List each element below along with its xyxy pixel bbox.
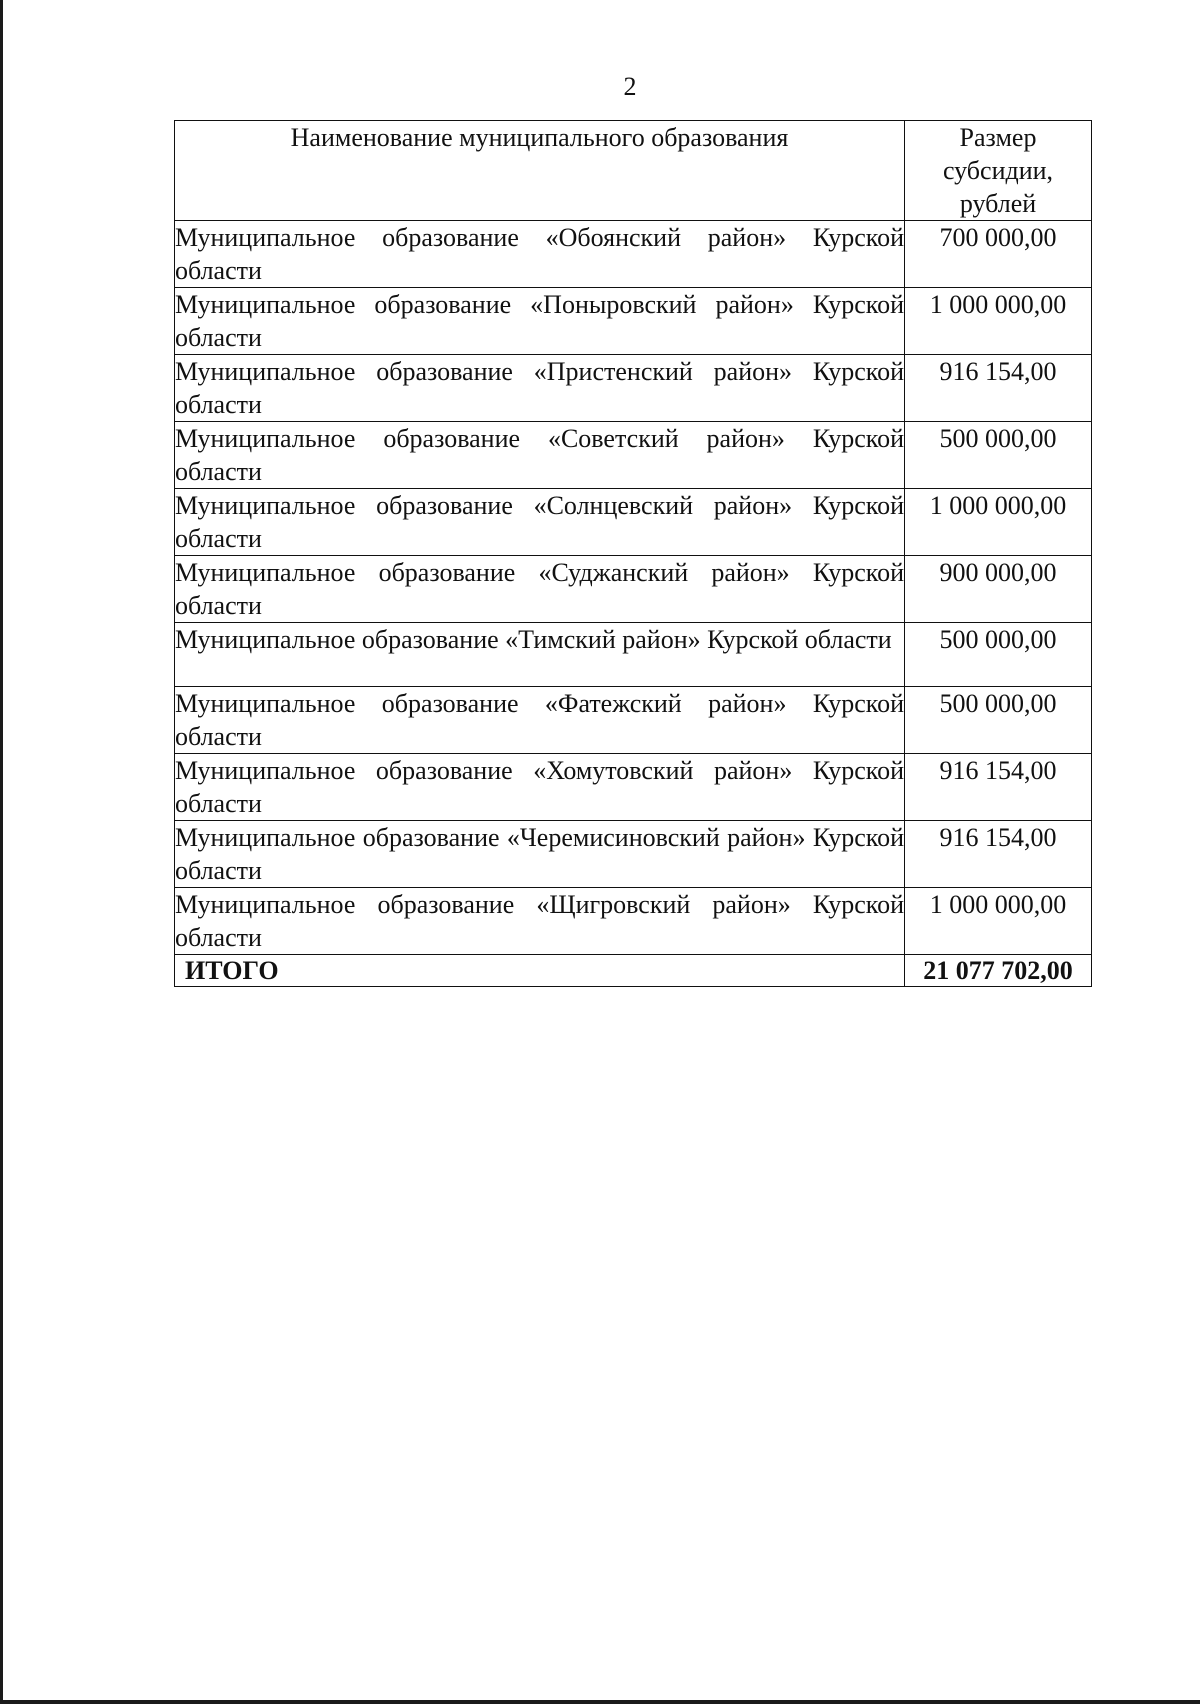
subsidy-amount: 500 000,00 — [905, 687, 1092, 754]
table-row — [175, 821, 1092, 888]
subsidy-amount: 1 000 000,00 — [905, 489, 1092, 556]
table-row — [175, 556, 1092, 623]
municipality-name: Муниципальное образование «Фатежский район» Курской области — [175, 687, 905, 754]
table-row — [175, 221, 1092, 288]
municipality-name: Муниципальное образование «Пристенский район» Курской области — [175, 355, 905, 422]
header-amount: Размер субсидии, рублей — [905, 121, 1092, 221]
municipality-name: Муниципальное образование «Суджанский район» Курской области — [175, 556, 905, 623]
subsidy-amount: 500 000,00 — [905, 422, 1092, 489]
table-row — [175, 687, 1092, 754]
total-row — [175, 955, 1092, 987]
table-row — [175, 754, 1092, 821]
subsidy-amount: 500 000,00 — [905, 623, 1092, 687]
municipality-name: Муниципальное образование «Обоянский район» Курской области — [175, 221, 905, 288]
municipality-name: Муниципальное образование «Черемисиновский район» Курской области — [175, 821, 905, 888]
municipality-name: Муниципальное образование «Щигровский район» Курской области — [175, 888, 905, 955]
municipality-name: Муниципальное образование «Поныровский район» Курской области — [175, 288, 905, 355]
table-row — [175, 888, 1092, 955]
table-body — [175, 221, 1092, 955]
page-number: 2 — [623, 72, 637, 101]
subsidy-amount: 916 154,00 — [905, 355, 1092, 422]
municipality-name: Муниципальное образование «Тимский район» Курской области — [175, 623, 905, 687]
table-row — [175, 422, 1092, 489]
subsidy-amount: 1 000 000,00 — [905, 288, 1092, 355]
scan-edge-left — [0, 0, 3, 1704]
scan-edge-bottom — [0, 1700, 1200, 1704]
municipality-name: Муниципальное образование «Советский район» Курской области — [175, 422, 905, 489]
table-row — [175, 288, 1092, 355]
subsidy-amount: 1 000 000,00 — [905, 888, 1092, 955]
table-row — [175, 489, 1092, 556]
table-row — [175, 623, 1092, 687]
header-name: Наименование муниципального образования — [175, 121, 905, 221]
municipality-name: Муниципальное образование «Солнцевский район» Курской области — [175, 489, 905, 556]
table-header-row — [175, 121, 1092, 221]
municipality-name: Муниципальное образование «Хомутовский район» Курской области — [175, 754, 905, 821]
subsidy-amount: 916 154,00 — [905, 754, 1092, 821]
subsidy-amount: 916 154,00 — [905, 821, 1092, 888]
total-label: ИТОГО — [175, 955, 905, 987]
subsidy-amount: 900 000,00 — [905, 556, 1092, 623]
subsidy-table — [174, 120, 1092, 987]
subsidy-amount: 700 000,00 — [905, 221, 1092, 288]
total-amount: 21 077 702,00 — [905, 955, 1092, 987]
table-row — [175, 355, 1092, 422]
